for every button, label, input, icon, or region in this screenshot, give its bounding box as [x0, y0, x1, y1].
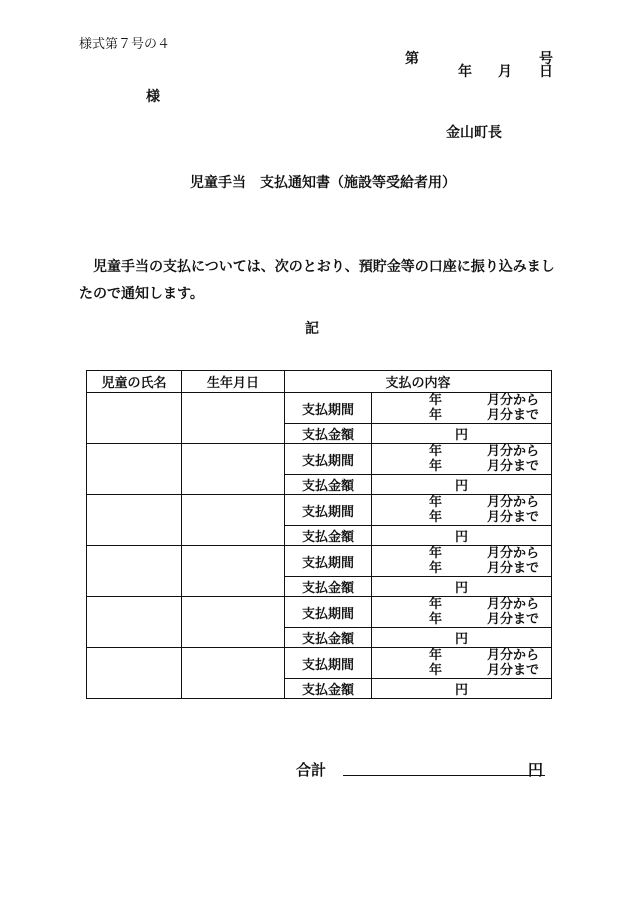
amount-label: 支払金額	[285, 577, 372, 597]
child-name-cell[interactable]	[87, 546, 182, 597]
table-row	[87, 495, 552, 526]
amount-value-cell[interactable]: 円	[372, 577, 552, 597]
from-year: 年	[429, 546, 443, 561]
to-month: 月分まで	[487, 408, 540, 423]
amount-label: 支払金額	[285, 526, 372, 546]
document-number-suffix: 号	[539, 51, 553, 67]
total-label: 合計	[296, 761, 327, 779]
date-day-label: 日	[539, 64, 553, 80]
from-month: 月分から	[487, 393, 540, 408]
from-year: 年	[429, 393, 443, 408]
period-label: 支払期間	[285, 648, 372, 679]
child-name-cell[interactable]	[87, 648, 182, 699]
to-month: 月分まで	[487, 459, 540, 474]
date-month-label: 月	[498, 64, 512, 80]
amount-label: 支払金額	[285, 424, 372, 444]
sender-name: 金山町長	[446, 125, 502, 141]
header-payment-content: 支払の内容	[285, 371, 552, 393]
to-month: 月分まで	[487, 663, 540, 678]
to-month: 月分まで	[487, 510, 540, 525]
period-value-cell[interactable]	[372, 597, 552, 628]
table-row	[87, 444, 552, 475]
birthdate-cell[interactable]	[182, 648, 285, 699]
payment-table	[86, 370, 552, 699]
birthdate-cell[interactable]	[182, 495, 285, 546]
period-label: 支払期間	[285, 444, 372, 475]
amount-label: 支払金額	[285, 628, 372, 648]
table-row	[87, 393, 552, 424]
to-year: 年	[429, 459, 443, 474]
period-value-cell[interactable]	[372, 393, 552, 424]
period-value-cell[interactable]	[372, 648, 552, 679]
amount-value-cell[interactable]: 円	[372, 526, 552, 546]
form-number: 様式第７号の４	[79, 37, 171, 52]
document-title: 児童手当 支払通知書（施設等受給者用）	[190, 175, 456, 191]
birthdate-cell[interactable]	[182, 546, 285, 597]
ki-heading: 記	[305, 321, 319, 337]
amount-value-cell[interactable]: 円	[372, 424, 552, 444]
table-row	[87, 648, 552, 679]
child-name-cell[interactable]	[87, 444, 182, 495]
period-label: 支払期間	[285, 495, 372, 526]
from-year: 年	[429, 597, 443, 612]
from-month: 月分から	[487, 597, 540, 612]
table-row	[87, 546, 552, 577]
child-name-cell[interactable]	[87, 495, 182, 546]
from-month: 月分から	[487, 444, 540, 459]
total-underline	[343, 775, 545, 776]
period-label: 支払期間	[285, 597, 372, 628]
birthdate-cell[interactable]	[182, 597, 285, 648]
period-value-cell[interactable]	[372, 546, 552, 577]
child-name-cell[interactable]	[87, 393, 182, 444]
amount-label: 支払金額	[285, 679, 372, 699]
birthdate-cell[interactable]	[182, 393, 285, 444]
period-value-cell[interactable]	[372, 495, 552, 526]
from-month: 月分から	[487, 495, 540, 510]
addressee-suffix: 様	[146, 89, 160, 105]
header-child-name: 児童の氏名	[87, 371, 182, 393]
to-year: 年	[429, 561, 443, 576]
from-month: 月分から	[487, 648, 540, 663]
period-label: 支払期間	[285, 393, 372, 424]
amount-label: 支払金額	[285, 475, 372, 495]
from-year: 年	[429, 495, 443, 510]
total-unit: 円	[528, 761, 544, 779]
amount-value-cell[interactable]: 円	[372, 628, 552, 648]
to-year: 年	[429, 510, 443, 525]
period-value-cell[interactable]	[372, 444, 552, 475]
child-name-cell[interactable]	[87, 597, 182, 648]
birthdate-cell[interactable]	[182, 444, 285, 495]
header-birthdate: 生年月日	[182, 371, 285, 393]
table-row	[87, 597, 552, 628]
date-year-label: 年	[458, 64, 472, 80]
document-number-prefix: 第	[405, 51, 419, 67]
amount-value-cell[interactable]: 円	[372, 475, 552, 495]
period-label: 支払期間	[285, 546, 372, 577]
to-year: 年	[429, 408, 443, 423]
to-year: 年	[429, 663, 443, 678]
from-year: 年	[429, 648, 443, 663]
amount-value-cell[interactable]: 円	[372, 679, 552, 699]
from-month: 月分から	[487, 546, 540, 561]
table-header-row	[87, 371, 552, 393]
to-month: 月分まで	[487, 612, 540, 627]
from-year: 年	[429, 444, 443, 459]
to-year: 年	[429, 612, 443, 627]
body-text: 児童手当の支払については、次のとおり、預貯金等の口座に振り込みましたので通知します。	[79, 259, 555, 302]
to-month: 月分まで	[487, 561, 540, 576]
